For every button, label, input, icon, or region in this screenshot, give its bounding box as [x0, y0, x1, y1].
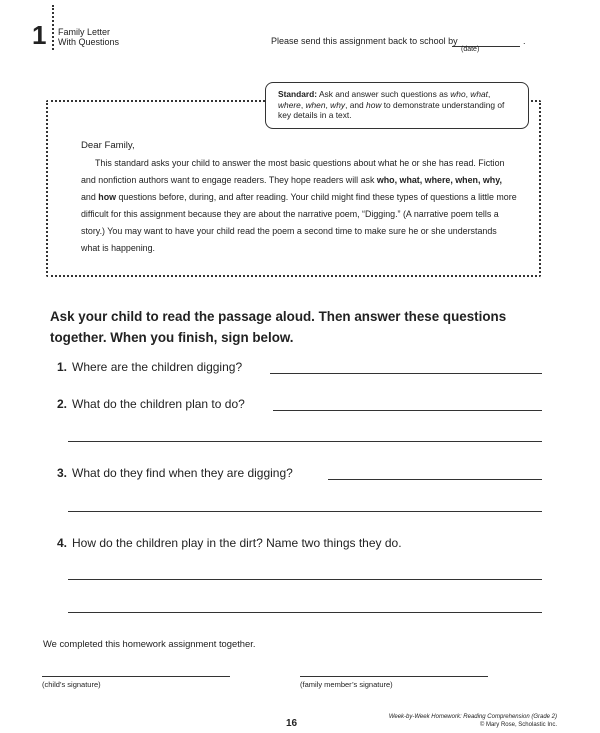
letter-body [81, 155, 517, 257]
lesson-label [58, 27, 119, 47]
lesson-number: 1 [32, 20, 47, 50]
credit [389, 714, 557, 729]
answer-line-3b[interactable] [68, 511, 542, 512]
page-number: 16 [286, 718, 298, 729]
answer-line-4a[interactable] [68, 579, 542, 580]
question-number: 2. [57, 397, 68, 411]
question-4 [57, 536, 402, 550]
answer-line-2a[interactable] [273, 410, 542, 411]
answer-line-3a[interactable] [328, 479, 542, 480]
question-text: What do the children plan to do? [72, 397, 245, 411]
family-signature-line[interactable] [300, 676, 488, 677]
question-number: 4. [57, 536, 68, 550]
send-back-period: . [523, 36, 526, 46]
lesson-label-line1: Family Letter [58, 27, 111, 37]
letter-text-1: This standard asks your child to answer the most basic questions about what he or she has read. Fiction and nonfiction authors want to engage readers. They hope readers will ask [81, 158, 505, 185]
question-number: 3. [57, 466, 68, 480]
question-2 [57, 397, 245, 411]
standard-text: Ask and answer such questions as who, what, where, when, why, and how to demonstrate understanding of key details in a text. [278, 89, 505, 120]
completion-statement: We completed this homework assignment together. [43, 638, 256, 649]
question-1 [57, 360, 242, 374]
letter-bold-1: who, what, where, when, why, [376, 175, 502, 185]
credit-line-1: Week-by-Week Homework: Reading Comprehension (Grade 2) [388, 714, 557, 720]
standard-label: Standard: [278, 89, 318, 99]
letter-text-2: and [81, 192, 99, 202]
credit-line-2: © Mary Rose, Scholastic Inc. [479, 721, 557, 728]
lesson-label-line2: With Questions [58, 37, 120, 47]
question-text: How do the children play in the dirt? Name two things they do. [72, 536, 402, 550]
header-divider [52, 5, 54, 50]
question-text: What do they find when they are digging? [72, 466, 293, 480]
standard-box [265, 82, 529, 129]
letter-text-3: questions before, during, and after reading. Your child might find these types of questions a little more difficult for this assignment because they are about the narrative poem, “Digging.” (A narrative poem tells a story.) You may want to have your child read the poem a second time to make sure he or she understands what is happening. [81, 192, 517, 253]
family-signature-label: (family member’s signature) [300, 680, 393, 689]
answer-line-2b[interactable] [68, 441, 542, 442]
question-number: 1. [57, 360, 68, 374]
letter-greeting: Dear Family, [81, 140, 135, 151]
send-back-text: Please send this assignment back to school by [271, 36, 458, 46]
question-text: Where are the children digging? [72, 360, 243, 374]
answer-line-4b[interactable] [68, 612, 542, 613]
letter-bold-2: how [98, 192, 117, 202]
date-label: (date) [461, 46, 480, 53]
instructions: Ask your child to read the passage aloud. Then answer these questions together. When you finish, sign below. [50, 309, 507, 345]
question-3 [57, 466, 293, 480]
child-signature-line[interactable] [42, 676, 230, 677]
answer-line-1[interactable] [270, 373, 542, 374]
child-signature-label: (child’s signature) [42, 680, 101, 689]
